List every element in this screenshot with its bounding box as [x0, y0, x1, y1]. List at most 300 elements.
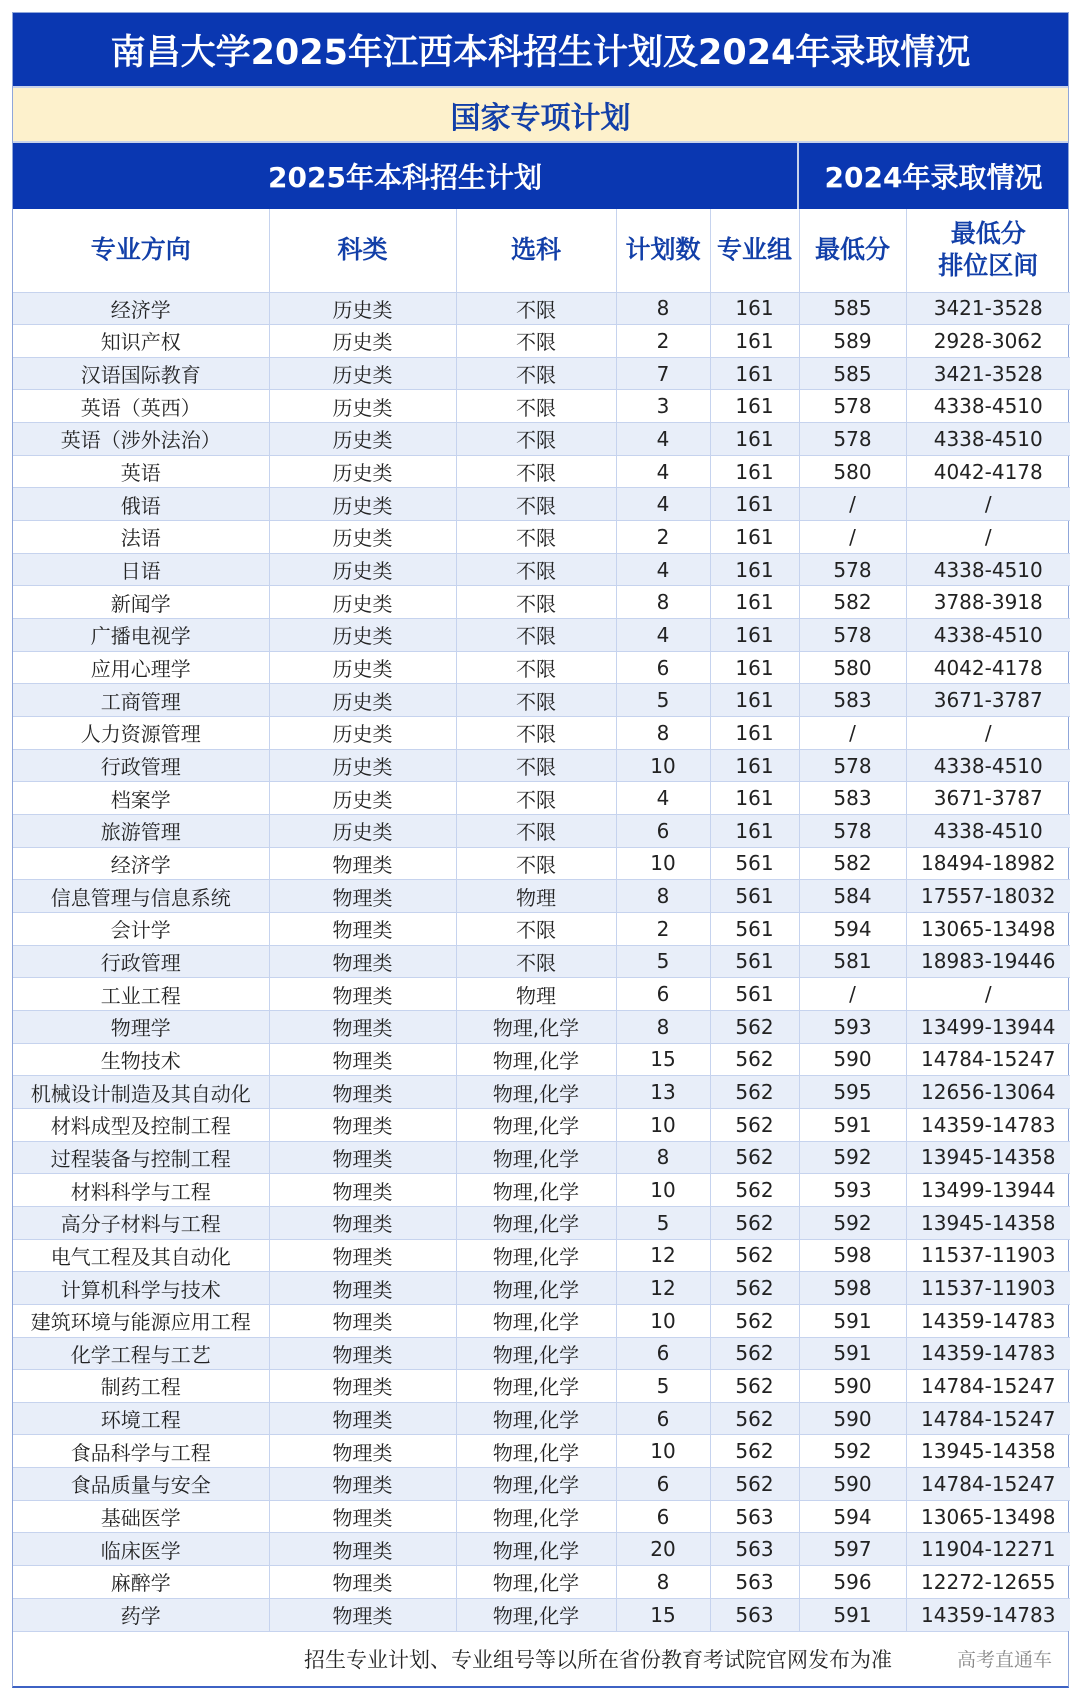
cell-group: 562	[710, 1206, 799, 1239]
cell-min-score: 582	[799, 847, 906, 880]
table-row	[13, 782, 1070, 815]
cell-subjects: 物理,化学	[456, 1239, 616, 1272]
section-2025-plan: 2025年本科招生计划	[13, 143, 799, 209]
cell-rank-range: 13065-13498	[906, 1500, 1070, 1533]
cell-min-score: 596	[799, 1566, 906, 1599]
table-row	[13, 1598, 1070, 1631]
cell-plan-count: 6	[616, 651, 710, 684]
page-title: 南昌大学2025年江西本科招生计划及2024年录取情况	[13, 13, 1068, 86]
cell-subjects: 物理,化学	[456, 1206, 616, 1239]
cell-plan-count: 4	[616, 455, 710, 488]
cell-rank-range: 4338-4510	[906, 423, 1070, 456]
cell-min-score: 578	[799, 390, 906, 423]
cell-major: 物理学	[13, 1010, 269, 1043]
cell-plan-count: 4	[616, 423, 710, 456]
table-row	[13, 488, 1070, 521]
cell-major: 材料成型及控制工程	[13, 1108, 269, 1141]
cell-subjects: 不限	[456, 684, 616, 717]
cell-major: 过程装备与控制工程	[13, 1141, 269, 1174]
cell-subjects: 不限	[456, 488, 616, 521]
cell-min-score: 578	[799, 423, 906, 456]
table-row	[13, 1141, 1070, 1174]
table-row	[13, 880, 1070, 913]
cell-major: 应用心理学	[13, 651, 269, 684]
cell-plan-count: 13	[616, 1076, 710, 1109]
cell-min-score: 590	[799, 1043, 906, 1076]
cell-plan-count: 8	[616, 1141, 710, 1174]
cell-min-score: 591	[799, 1337, 906, 1370]
cell-subjects: 物理,化学	[456, 1566, 616, 1599]
cell-category: 历史类	[269, 553, 456, 586]
cell-major: 工商管理	[13, 684, 269, 717]
cell-major: 材料科学与工程	[13, 1174, 269, 1207]
table-row	[13, 1566, 1070, 1599]
cell-subjects: 物理,化学	[456, 1402, 616, 1435]
cell-major: 生物技术	[13, 1043, 269, 1076]
cell-subjects: 不限	[456, 553, 616, 586]
cell-group: 561	[710, 978, 799, 1011]
cell-major: 档案学	[13, 782, 269, 815]
cell-min-score: 584	[799, 880, 906, 913]
table-row	[13, 1206, 1070, 1239]
cell-major: 计算机科学与技术	[13, 1272, 269, 1305]
cell-rank-range: 11537-11903	[906, 1239, 1070, 1272]
cell-major: 新闻学	[13, 586, 269, 619]
cell-major: 信息管理与信息系统	[13, 880, 269, 913]
section-header	[13, 141, 1068, 209]
cell-min-score: 592	[799, 1435, 906, 1468]
cell-category: 物理类	[269, 847, 456, 880]
cell-group: 161	[710, 423, 799, 456]
cell-rank-range: 14784-15247	[906, 1043, 1070, 1076]
cell-group: 562	[710, 1304, 799, 1337]
cell-plan-count: 2	[616, 325, 710, 358]
cell-rank-range: 13945-14358	[906, 1141, 1070, 1174]
table-row	[13, 847, 1070, 880]
cell-group: 563	[710, 1500, 799, 1533]
cell-group: 562	[710, 1010, 799, 1043]
cell-plan-count: 8	[616, 1010, 710, 1043]
cell-major: 英语（涉外法治）	[13, 423, 269, 456]
cell-group: 561	[710, 912, 799, 945]
cell-major: 食品科学与工程	[13, 1435, 269, 1468]
cell-subjects: 不限	[456, 651, 616, 684]
cell-subjects: 不限	[456, 390, 616, 423]
cell-major: 建筑环境与能源应用工程	[13, 1304, 269, 1337]
cell-group: 161	[710, 717, 799, 750]
cell-major: 经济学	[13, 847, 269, 880]
cell-category: 物理类	[269, 1010, 456, 1043]
cell-major: 电气工程及其自动化	[13, 1239, 269, 1272]
cell-category: 历史类	[269, 488, 456, 521]
cell-plan-count: 4	[616, 553, 710, 586]
cell-min-score: 598	[799, 1272, 906, 1305]
cell-subjects: 不限	[456, 423, 616, 456]
cell-major: 法语	[13, 521, 269, 554]
cell-plan-count: 8	[616, 586, 710, 619]
column-header-row	[13, 209, 1070, 292]
cell-plan-count: 6	[616, 1402, 710, 1435]
table-row	[13, 423, 1070, 456]
cell-group: 161	[710, 390, 799, 423]
cell-major: 麻醉学	[13, 1566, 269, 1599]
cell-min-score: 592	[799, 1141, 906, 1174]
cell-rank-range: 12656-13064	[906, 1076, 1070, 1109]
admission-table-card	[12, 12, 1069, 1688]
cell-plan-count: 8	[616, 292, 710, 325]
footer-note: 招生专业计划、专业组号等以所在省份教育考试院官网发布为准	[303, 1647, 892, 1672]
cell-subjects: 物理,化学	[456, 1500, 616, 1533]
cell-group: 562	[710, 1108, 799, 1141]
cell-subjects: 不限	[456, 619, 616, 652]
col-plan-count: 计划数	[616, 209, 710, 292]
cell-category: 物理类	[269, 1043, 456, 1076]
cell-min-score: 591	[799, 1598, 906, 1631]
cell-group: 161	[710, 782, 799, 815]
col-category: 科类	[269, 209, 456, 292]
cell-subjects: 不限	[456, 586, 616, 619]
table-row	[13, 357, 1070, 390]
cell-plan-count: 15	[616, 1043, 710, 1076]
cell-group: 562	[710, 1435, 799, 1468]
cell-category: 物理类	[269, 1370, 456, 1403]
cell-category: 物理类	[269, 1598, 456, 1631]
table-row	[13, 455, 1070, 488]
cell-plan-count: 6	[616, 1468, 710, 1501]
cell-plan-count: 12	[616, 1272, 710, 1305]
cell-category: 历史类	[269, 455, 456, 488]
col-major: 专业方向	[13, 209, 269, 292]
cell-plan-count: 4	[616, 488, 710, 521]
table-row	[13, 945, 1070, 978]
table-row	[13, 815, 1070, 848]
cell-category: 物理类	[269, 1468, 456, 1501]
cell-group: 561	[710, 847, 799, 880]
cell-subjects: 物理,化学	[456, 1533, 616, 1566]
table-row	[13, 586, 1070, 619]
cell-subjects: 不限	[456, 749, 616, 782]
cell-subjects: 不限	[456, 292, 616, 325]
cell-min-score: 585	[799, 357, 906, 390]
cell-group: 161	[710, 357, 799, 390]
cell-plan-count: 5	[616, 945, 710, 978]
cell-subjects: 不限	[456, 325, 616, 358]
table-row	[13, 1533, 1070, 1566]
table-row	[13, 1174, 1070, 1207]
table-row	[13, 1108, 1070, 1141]
cell-subjects: 物理,化学	[456, 1174, 616, 1207]
cell-category: 物理类	[269, 880, 456, 913]
cell-major: 俄语	[13, 488, 269, 521]
cell-major: 会计学	[13, 912, 269, 945]
cell-category: 物理类	[269, 1239, 456, 1272]
table-row	[13, 553, 1070, 586]
table-row	[13, 1402, 1070, 1435]
cell-subjects: 不限	[456, 521, 616, 554]
cell-category: 历史类	[269, 619, 456, 652]
cell-rank-range: /	[906, 978, 1070, 1011]
cell-plan-count: 12	[616, 1239, 710, 1272]
cell-plan-count: 6	[616, 1337, 710, 1370]
cell-subjects: 物理,化学	[456, 1468, 616, 1501]
table-row	[13, 1076, 1070, 1109]
cell-plan-count: 3	[616, 390, 710, 423]
cell-plan-count: 20	[616, 1533, 710, 1566]
cell-rank-range: /	[906, 488, 1070, 521]
cell-subjects: 物理,化学	[456, 1598, 616, 1631]
cell-rank-range: 12272-12655	[906, 1566, 1070, 1599]
cell-plan-count: 10	[616, 1435, 710, 1468]
cell-rank-range: 4338-4510	[906, 619, 1070, 652]
cell-min-score: /	[799, 978, 906, 1011]
cell-subjects: 物理,化学	[456, 1043, 616, 1076]
cell-category: 物理类	[269, 945, 456, 978]
cell-min-score: 590	[799, 1468, 906, 1501]
cell-rank-range: 14359-14783	[906, 1337, 1070, 1370]
cell-min-score: 591	[799, 1108, 906, 1141]
cell-category: 物理类	[269, 1435, 456, 1468]
cell-category: 物理类	[269, 978, 456, 1011]
cell-min-score: 593	[799, 1010, 906, 1043]
cell-min-score: 590	[799, 1402, 906, 1435]
cell-min-score: /	[799, 521, 906, 554]
cell-major: 行政管理	[13, 749, 269, 782]
cell-min-score: 590	[799, 1370, 906, 1403]
table-row	[13, 651, 1070, 684]
cell-rank-range: 4042-4178	[906, 651, 1070, 684]
cell-category: 历史类	[269, 292, 456, 325]
cell-plan-count: 10	[616, 749, 710, 782]
cell-plan-count: 10	[616, 1174, 710, 1207]
cell-major: 经济学	[13, 292, 269, 325]
cell-rank-range: 3788-3918	[906, 586, 1070, 619]
table-row	[13, 292, 1070, 325]
col-subjects: 选科	[456, 209, 616, 292]
cell-group: 161	[710, 553, 799, 586]
cell-group: 161	[710, 815, 799, 848]
cell-rank-range: 13945-14358	[906, 1435, 1070, 1468]
cell-min-score: 578	[799, 749, 906, 782]
cell-min-score: 597	[799, 1533, 906, 1566]
cell-major: 人力资源管理	[13, 717, 269, 750]
cell-group: 562	[710, 1239, 799, 1272]
cell-category: 物理类	[269, 1304, 456, 1337]
cell-group: 161	[710, 619, 799, 652]
cell-category: 历史类	[269, 390, 456, 423]
cell-group: 561	[710, 945, 799, 978]
table-row	[13, 717, 1070, 750]
table-row	[13, 1272, 1070, 1305]
cell-plan-count: 10	[616, 847, 710, 880]
cell-subjects: 物理,化学	[456, 1010, 616, 1043]
cell-category: 历史类	[269, 684, 456, 717]
cell-rank-range: 2928-3062	[906, 325, 1070, 358]
cell-group: 161	[710, 488, 799, 521]
col-min-score: 最低分	[799, 209, 906, 292]
cell-rank-range: 14359-14783	[906, 1598, 1070, 1631]
cell-rank-range: /	[906, 717, 1070, 750]
cell-plan-count: 5	[616, 1370, 710, 1403]
admission-table	[13, 209, 1070, 1631]
cell-rank-range: 13499-13944	[906, 1010, 1070, 1043]
cell-category: 物理类	[269, 1206, 456, 1239]
cell-major: 日语	[13, 553, 269, 586]
cell-major: 化学工程与工艺	[13, 1337, 269, 1370]
table-row	[13, 1435, 1070, 1468]
table-row	[13, 1370, 1070, 1403]
cell-category: 历史类	[269, 586, 456, 619]
cell-category: 物理类	[269, 1533, 456, 1566]
cell-major: 汉语国际教育	[13, 357, 269, 390]
cell-major: 旅游管理	[13, 815, 269, 848]
cell-subjects: 物理	[456, 978, 616, 1011]
cell-category: 历史类	[269, 651, 456, 684]
table-row	[13, 619, 1070, 652]
cell-group: 562	[710, 1043, 799, 1076]
cell-min-score: /	[799, 488, 906, 521]
cell-subjects: 不限	[456, 847, 616, 880]
cell-min-score: 582	[799, 586, 906, 619]
cell-rank-range: 11904-12271	[906, 1533, 1070, 1566]
table-row	[13, 978, 1070, 1011]
cell-subjects: 物理,化学	[456, 1076, 616, 1109]
cell-group: 563	[710, 1533, 799, 1566]
cell-category: 物理类	[269, 1337, 456, 1370]
cell-rank-range: 4338-4510	[906, 815, 1070, 848]
cell-plan-count: 5	[616, 1206, 710, 1239]
cell-plan-count: 10	[616, 1304, 710, 1337]
cell-rank-range: 13065-13498	[906, 912, 1070, 945]
cell-subjects: 物理,化学	[456, 1370, 616, 1403]
col-rank-range-line2: 排位区间	[938, 251, 1039, 281]
cell-subjects: 物理,化学	[456, 1304, 616, 1337]
cell-category: 历史类	[269, 423, 456, 456]
cell-category: 物理类	[269, 912, 456, 945]
cell-rank-range: 14784-15247	[906, 1468, 1070, 1501]
table-row	[13, 1337, 1070, 1370]
cell-min-score: 591	[799, 1304, 906, 1337]
cell-subjects: 不限	[456, 912, 616, 945]
cell-major: 广播电视学	[13, 619, 269, 652]
table-row	[13, 1304, 1070, 1337]
cell-major: 行政管理	[13, 945, 269, 978]
cell-min-score: 585	[799, 292, 906, 325]
cell-plan-count: 6	[616, 1500, 710, 1533]
table-row	[13, 912, 1070, 945]
cell-category: 历史类	[269, 782, 456, 815]
cell-category: 物理类	[269, 1174, 456, 1207]
cell-subjects: 物理,化学	[456, 1435, 616, 1468]
cell-plan-count: 8	[616, 717, 710, 750]
col-rank-range	[906, 209, 1070, 292]
cell-plan-count: 2	[616, 912, 710, 945]
cell-subjects: 物理,化学	[456, 1141, 616, 1174]
cell-subjects: 不限	[456, 782, 616, 815]
cell-rank-range: 14359-14783	[906, 1304, 1070, 1337]
cell-category: 历史类	[269, 521, 456, 554]
cell-group: 161	[710, 749, 799, 782]
cell-rank-range: 18983-19446	[906, 945, 1070, 978]
cell-subjects: 物理,化学	[456, 1108, 616, 1141]
cell-min-score: 578	[799, 815, 906, 848]
cell-major: 基础医学	[13, 1500, 269, 1533]
table-row	[13, 325, 1070, 358]
cell-rank-range: 13945-14358	[906, 1206, 1070, 1239]
cell-subjects: 物理,化学	[456, 1337, 616, 1370]
table-row	[13, 1500, 1070, 1533]
cell-rank-range: 3421-3528	[906, 357, 1070, 390]
col-group: 专业组	[710, 209, 799, 292]
table-row	[13, 1043, 1070, 1076]
cell-rank-range: 3421-3528	[906, 292, 1070, 325]
cell-min-score: 589	[799, 325, 906, 358]
cell-min-score: 580	[799, 651, 906, 684]
cell-min-score: /	[799, 717, 906, 750]
table-row	[13, 521, 1070, 554]
cell-rank-range: 3671-3787	[906, 684, 1070, 717]
cell-category: 物理类	[269, 1141, 456, 1174]
cell-group: 161	[710, 684, 799, 717]
cell-min-score: 580	[799, 455, 906, 488]
cell-min-score: 593	[799, 1174, 906, 1207]
cell-major: 机械设计制造及其自动化	[13, 1076, 269, 1109]
cell-category: 物理类	[269, 1272, 456, 1305]
cell-plan-count: 4	[616, 782, 710, 815]
cell-rank-range: 14784-15247	[906, 1402, 1070, 1435]
cell-category: 历史类	[269, 357, 456, 390]
cell-min-score: 583	[799, 684, 906, 717]
cell-plan-count: 8	[616, 880, 710, 913]
table-row	[13, 390, 1070, 423]
cell-category: 历史类	[269, 717, 456, 750]
cell-rank-range: 18494-18982	[906, 847, 1070, 880]
cell-group: 561	[710, 880, 799, 913]
cell-category: 物理类	[269, 1076, 456, 1109]
cell-major: 工业工程	[13, 978, 269, 1011]
cell-plan-count: 2	[616, 521, 710, 554]
cell-plan-count: 6	[616, 978, 710, 1011]
cell-category: 物理类	[269, 1108, 456, 1141]
cell-group: 562	[710, 1370, 799, 1403]
cell-rank-range: 11537-11903	[906, 1272, 1070, 1305]
cell-rank-range: 3671-3787	[906, 782, 1070, 815]
table-row	[13, 1468, 1070, 1501]
cell-rank-range: 4338-4510	[906, 553, 1070, 586]
cell-group: 161	[710, 292, 799, 325]
cell-major: 制药工程	[13, 1370, 269, 1403]
cell-rank-range: /	[906, 521, 1070, 554]
cell-rank-range: 14359-14783	[906, 1108, 1070, 1141]
cell-group: 562	[710, 1337, 799, 1370]
cell-min-score: 594	[799, 1500, 906, 1533]
cell-rank-range: 4338-4510	[906, 390, 1070, 423]
cell-major: 食品质量与安全	[13, 1468, 269, 1501]
footer	[13, 1631, 1068, 1686]
cell-subjects: 物理	[456, 880, 616, 913]
cell-group: 562	[710, 1174, 799, 1207]
cell-group: 562	[710, 1272, 799, 1305]
cell-subjects: 物理,化学	[456, 1272, 616, 1305]
plan-type-banner: 国家专项计划	[13, 86, 1068, 141]
cell-major: 高分子材料与工程	[13, 1206, 269, 1239]
col-rank-range-line1: 最低分	[950, 218, 1026, 248]
table-row	[13, 684, 1070, 717]
cell-min-score: 595	[799, 1076, 906, 1109]
cell-rank-range: 4042-4178	[906, 455, 1070, 488]
cell-subjects: 不限	[456, 815, 616, 848]
cell-group: 563	[710, 1598, 799, 1631]
table-row	[13, 1239, 1070, 1272]
